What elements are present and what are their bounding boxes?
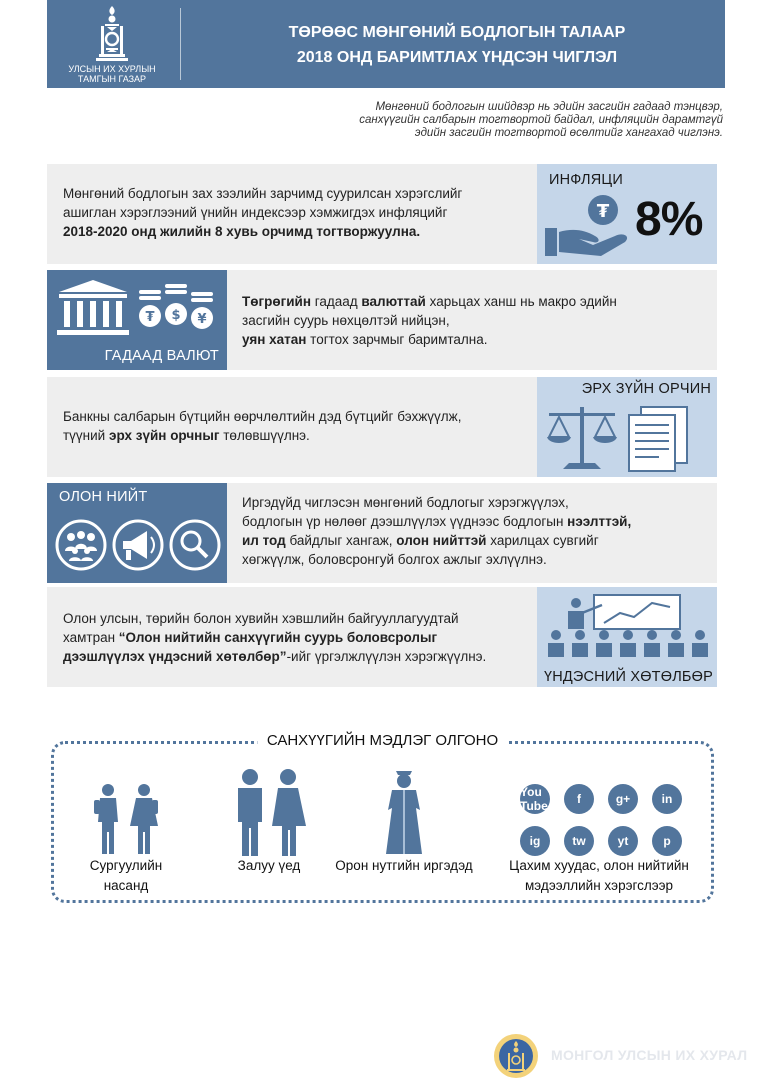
footer-brand-text: МОНГОЛ УЛСЫН ИХ ХУРАЛ	[551, 1047, 748, 1063]
intro-text	[223, 101, 723, 140]
google-plus-icon: g+	[608, 784, 638, 814]
header-divider	[180, 8, 181, 80]
legal-line2-post: төлөвшүүлнэ.	[219, 428, 310, 443]
inflation-line1: Мөнгөний бодлогын зах зээлийн зарчимд суурилсан хэрэгслийг	[63, 186, 463, 201]
svg-text:₮: ₮	[145, 310, 155, 325]
audience-youth-label: Залуу үед	[237, 858, 301, 873]
twitter-icon: tw	[564, 826, 594, 856]
audience-box	[51, 732, 714, 903]
young-couple-icon	[224, 768, 314, 856]
foreign-currency-tile	[47, 270, 227, 370]
pinterest-icon: p	[652, 826, 682, 856]
classroom-icon	[542, 591, 712, 665]
fc-bold-flexible: уян хатан	[242, 332, 307, 347]
footer-brand	[493, 1031, 763, 1080]
legal-line1: Банкны салбарын бүтцийн өөрчлөлтийн дэд бүтцийг бэхжүүлж,	[63, 409, 462, 424]
header-banner	[47, 0, 725, 88]
audience-online-line1: Цахим хуудас, олон нийтийн	[509, 858, 689, 873]
audience-rural	[324, 768, 484, 876]
scales-documents-icon	[545, 403, 705, 473]
public-bold-open: нээлттэй,	[567, 514, 632, 529]
audience-school-label: Сургуулийн насанд	[89, 858, 163, 893]
legal-text	[63, 407, 533, 445]
svg-text:₮: ₮	[596, 201, 610, 222]
fc-bold-tugrik: Төгрөгийн	[242, 294, 311, 309]
svg-text:$: $	[171, 308, 181, 323]
inflation-target: 2018-2020 онд жилийн 8 хувь орчимд тогтворжуулна.	[63, 224, 421, 239]
public-icons	[53, 517, 223, 577]
section-foreign-currency	[47, 270, 717, 370]
section-legal-environment	[47, 377, 717, 477]
public-text	[242, 493, 712, 569]
page-title	[197, 20, 717, 70]
program-text	[63, 609, 553, 666]
parliament-logo	[47, 0, 177, 88]
legal-label: ЭРХ ЗҮЙН ОРЧИН	[581, 381, 711, 397]
foreign-currency-label: ГАДААД ВАЛЮТ	[104, 348, 219, 364]
page-title-line1: ТӨРӨӨС МӨНГӨНИЙ БОДЛОГЫН ТАЛААР	[288, 24, 626, 41]
program-label: ҮНДЭСНИЙ ХӨТӨЛБӨР	[543, 669, 713, 685]
logo-caption-line2: ТАМГЫН ГАЗАР	[77, 74, 147, 84]
section-public	[47, 483, 717, 583]
program-line2-pre: хамтран	[63, 630, 119, 645]
public-line3-post: харилцах сувгийг	[486, 533, 599, 548]
audience-title: САНХҮҮГИЙН МЭДЛЭГ ОЛГОНО	[257, 732, 508, 749]
intro-line2: санхүүгийн салбарын тогтвортой байдал, инфляцийн дарамтгүй	[359, 114, 723, 126]
svg-text:¥: ¥	[197, 312, 207, 327]
public-line1: Иргэдүйд чиглэсэн мөнгөний бодлогыг хэрэгжүүлэх,	[242, 495, 569, 510]
youtube-play-icon: yt	[608, 826, 638, 856]
soyombo-emblem-icon	[92, 4, 132, 62]
fc-line3-rest: тогтох зарчмыг баримтална.	[306, 332, 488, 347]
legal-tile	[537, 377, 717, 477]
audience-youth	[214, 768, 324, 876]
schoolchildren-icon	[86, 782, 166, 856]
public-line2-pre: бодлогын үр нөлөөг дээшлүүлэх үүднээс бодлогын	[242, 514, 568, 529]
intro-line3: эдийн засгийн тогтвортой өсөлтийг хангахад чиглэнэ.	[414, 127, 723, 139]
program-bold-title1: “Олон нийтийн санхүүгийн суурь боловсролыг	[118, 630, 438, 645]
inflation-text	[63, 184, 533, 241]
fc-text-2: харьцах ханш нь макро эдийн	[425, 294, 617, 309]
public-line4: хөгжүүлж, боловсронгуй болгох ажлыг эхлүүлнэ.	[242, 552, 547, 567]
facebook-icon: f	[564, 784, 594, 814]
parliament-seal-icon	[493, 1033, 539, 1079]
hand-coin-icon	[543, 192, 638, 262]
inflation-line2: ашиглан хэрэглээний үнийн индексээр хэмжигдэх инфляцийг	[63, 205, 448, 220]
legal-line2-pre: түүний	[63, 428, 109, 443]
inflation-value: 8%	[635, 193, 703, 246]
public-bold-public: олон нийттэй	[396, 533, 487, 548]
public-tile	[47, 483, 227, 583]
section-inflation	[47, 164, 717, 264]
program-line1: Олон улсын, төрийн болон хувийн хэвшлийн байгууллагуудтай	[63, 611, 459, 626]
intro-line1: Мөнгөний бодлогын шийдвэр нь эдийн засгийн гадаад тэнцвэр,	[375, 101, 723, 113]
program-line3-post: -ийг үргэлжлүүлэн хэрэгжүүлнэ.	[286, 649, 487, 664]
legal-bold: эрх зүйн орчныг	[108, 428, 220, 443]
section-national-program	[47, 587, 717, 687]
audience-online-line2: мэдээллийн хэрэгслээр	[525, 878, 673, 893]
audience-rural-label: Орон нутгийн иргэдэд	[335, 858, 473, 873]
audience-online	[494, 856, 704, 896]
youtube-icon: You Tube	[520, 784, 550, 814]
fc-line2: засгийн суурь нөхцөлтэй нийцэн,	[242, 313, 450, 328]
traditional-dress-icon	[374, 768, 434, 856]
public-label: ОЛОН НИЙТ	[59, 489, 148, 505]
fc-bold-currency: валюттай	[361, 294, 426, 309]
bank-coins-icon	[55, 280, 223, 342]
logo-caption	[68, 64, 155, 84]
page-title-line2: 2018 ОНД БАРИМТЛАХ ҮНДСЭН ЧИГЛЭЛ	[296, 49, 618, 66]
linkedin-icon: in	[652, 784, 682, 814]
public-bold-transparent: ил тод	[242, 533, 286, 548]
instagram-icon: ig	[520, 826, 550, 856]
logo-caption-line1: УЛСЫН ИХ ХУРЛЫН	[68, 64, 156, 74]
program-tile	[537, 587, 717, 687]
foreign-currency-text	[242, 292, 712, 349]
inflation-tile	[537, 164, 717, 264]
audience-school	[66, 782, 186, 896]
inflation-label: ИНФЛЯЦИ	[549, 172, 623, 188]
program-bold-title2: дээшлүүлэх үндэсний хөтөлбөр”	[63, 649, 287, 664]
public-line3-mid: байдлыг хангаж,	[285, 533, 397, 548]
fc-text-1: гадаад	[310, 294, 362, 309]
